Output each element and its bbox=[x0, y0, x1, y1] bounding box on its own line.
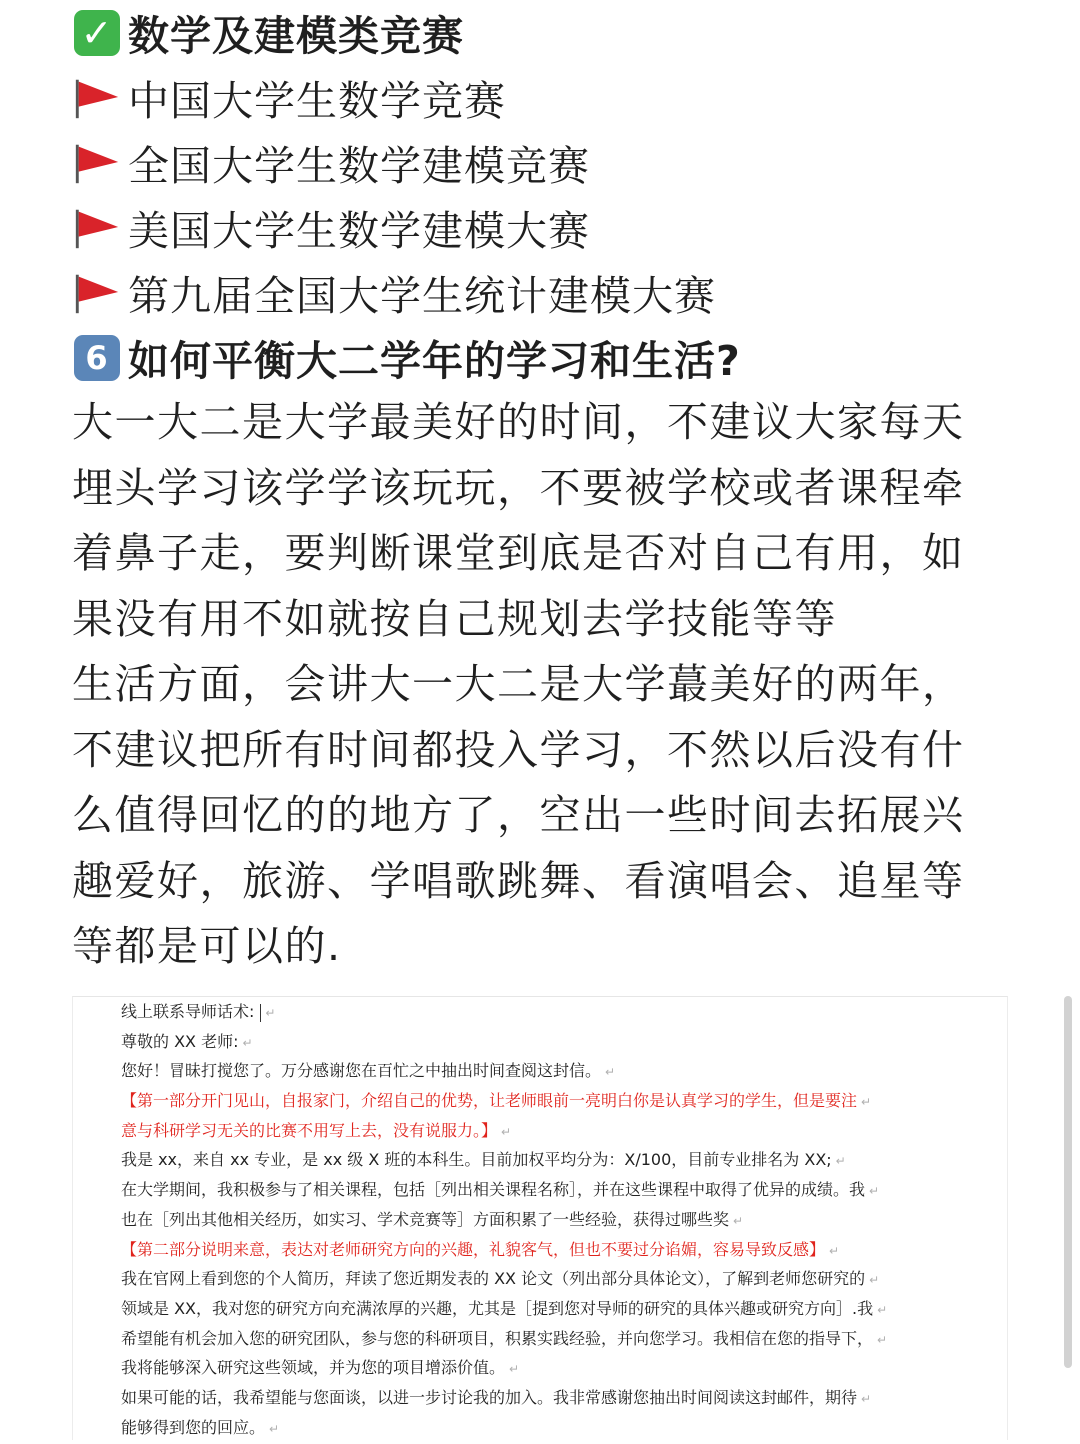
document-line bbox=[121, 1175, 921, 1205]
paragraph-mark-icon: ↵ bbox=[269, 1421, 280, 1436]
document-line-text: 我在官网上看到您的个人简历，拜读了您近期发表的 XX 论文（列出部分具体论文），了解到老师您研究的 bbox=[121, 1269, 866, 1289]
body-line: 着鼻子走，要判断课堂到底是否对自己有用，如 bbox=[72, 529, 965, 577]
body-line: 生活方面，会讲大一大二是大学蕞美好的两年， bbox=[72, 660, 965, 708]
body-line: 大一大二是大学最美好的时间，不建议大家每天 bbox=[72, 398, 965, 446]
document-line bbox=[121, 1116, 921, 1146]
note-content bbox=[72, 0, 1002, 980]
document-line-text: 【第一部分开门见山，自报家门，介绍自己的优势，让老师眼前一亮明白你是认真学习的学生，但是要注 bbox=[121, 1091, 858, 1111]
paragraph-mark-icon: ↵ bbox=[869, 1184, 880, 1199]
document-line-text: 尊敬的 XX 老师: bbox=[121, 1031, 239, 1051]
list-item-label: 中国大学生数学竞赛 bbox=[128, 77, 506, 125]
paragraph-mark-icon: ↵ bbox=[265, 1006, 276, 1020]
document-line bbox=[121, 1383, 921, 1413]
document-line bbox=[121, 1264, 921, 1294]
paragraph-mark-icon: ↵ bbox=[877, 1332, 888, 1347]
document-line-text: 我是 xx，来自 xx 专业，是 xx 级 X 班的本科生。目前加权平均分为：X/100，目前专业排名为 XX; bbox=[121, 1150, 832, 1170]
body-line: 不建议把所有时间都投入学习，不然以后没有什 bbox=[72, 725, 965, 774]
list-item bbox=[72, 260, 1002, 325]
red-flag-icon bbox=[72, 73, 122, 123]
section-math-title: 数学及建模类竞赛 bbox=[128, 12, 464, 60]
body-paragraph bbox=[72, 390, 1002, 980]
paragraph-mark-icon: ↵ bbox=[605, 1065, 616, 1080]
paragraph-mark-icon: ↵ bbox=[869, 1273, 880, 1288]
paragraph-mark-icon: ↵ bbox=[501, 1124, 512, 1139]
document-line bbox=[121, 997, 921, 1027]
document-line-text: 能够得到您的回应。 bbox=[121, 1417, 266, 1437]
keycap-six-icon: 6 bbox=[72, 333, 122, 383]
paragraph-mark-icon: ↵ bbox=[829, 1243, 840, 1258]
section6-title: 如何平衡大二学年的学习和生活? bbox=[128, 337, 741, 385]
document-line bbox=[121, 1027, 921, 1057]
document-line bbox=[121, 1294, 921, 1324]
body-line: 趣爱好，旅游、学唱歌跳舞、看演唱会、追星等 bbox=[72, 856, 965, 905]
document-line bbox=[121, 1086, 921, 1116]
document-line bbox=[121, 1235, 921, 1265]
document-line-text: 我将能够深入研究这些领域，并为您的项目增添价值。 bbox=[121, 1358, 506, 1378]
body-line: 埋头学习该学学该玩玩，不要被学校或者课程牵 bbox=[72, 463, 965, 512]
paragraph-mark-icon: ↵ bbox=[861, 1095, 872, 1110]
paragraph-mark-icon: ↵ bbox=[733, 1213, 744, 1228]
document-line bbox=[121, 1413, 921, 1443]
paragraph-mark-icon: ↵ bbox=[242, 1035, 253, 1050]
red-flag-icon bbox=[72, 268, 122, 318]
check-mark-icon: ✓ bbox=[72, 8, 122, 58]
section6-header bbox=[72, 325, 1002, 390]
document-line-text: 您好！冒昧打搅您了。万分感谢您在百忙之中抽出时间查阅这封信。 bbox=[121, 1061, 602, 1081]
document-line-text: 领域是 XX，我对您的研究方向充满浓厚的兴趣，尤其是［提到您对导师的研究的具体兴趣或研究方向］.我 bbox=[121, 1298, 874, 1318]
paragraph-mark-icon: ↵ bbox=[861, 1391, 872, 1406]
list-item bbox=[72, 65, 1002, 130]
paragraph-mark-icon: ↵ bbox=[877, 1302, 888, 1317]
body-line: 么值得回忆的的地方了，空出一些时间去拓展兴 bbox=[72, 791, 965, 839]
document-line bbox=[121, 1205, 921, 1235]
list-item bbox=[72, 130, 1002, 195]
document-line-text: 希望能有机会加入您的研究团队，参与您的科研项目，积累实践经验，并向您学习。我相信在您的指导下， bbox=[121, 1328, 874, 1348]
body-line: 果没有用不如就按自己规划去学技能等等 bbox=[72, 594, 837, 643]
document-line-text: 如果可能的话，我希望能与您面谈，以进一步讨论我的加入。我非常感谢您抽出时间阅读这封邮件，期待 bbox=[121, 1387, 858, 1407]
document-line-text: 在大学期间，我积极参与了相关课程，包括［列出相关课程名称］，并在这些课程中取得了优异的成绩。我 bbox=[121, 1180, 866, 1200]
list-item-label: 美国大学生数学建模大赛 bbox=[128, 207, 590, 255]
document-line bbox=[121, 1145, 921, 1175]
list-item-label: 第九届全国大学生统计建模大赛 bbox=[128, 272, 716, 320]
document-line-text: 【第二部分说明来意，表达对老师研究方向的兴趣，礼貌客气，但也不要过分谄媚，容易导致反感】 bbox=[121, 1239, 826, 1259]
document-line-text: 也在［列出其他相关经历，如实习、学术竞赛等］方面积累了一些经验，获得过哪些奖 bbox=[121, 1209, 730, 1229]
document-line bbox=[121, 1324, 921, 1354]
text-cursor bbox=[260, 1004, 261, 1022]
scrollbar[interactable] bbox=[1064, 996, 1072, 1368]
red-flag-icon bbox=[72, 203, 122, 253]
red-flag-icon bbox=[72, 138, 122, 188]
document-line bbox=[121, 1353, 921, 1383]
list-item bbox=[72, 195, 1002, 260]
section-math-header bbox=[72, 0, 1002, 65]
document-text bbox=[121, 997, 921, 1442]
paragraph-mark-icon: ↵ bbox=[509, 1362, 520, 1377]
body-line: 等都是可以的. bbox=[72, 922, 342, 970]
list-item-label: 全国大学生数学建模竞赛 bbox=[128, 142, 590, 190]
document-line-text: 意与科研学习无关的比赛不用写上去，没有说服力。】 bbox=[121, 1120, 498, 1140]
document-line-text: 线上联系导师话术: bbox=[121, 1002, 255, 1021]
document-line bbox=[121, 1056, 921, 1086]
document-screenshot bbox=[72, 996, 1008, 1440]
paragraph-mark-icon: ↵ bbox=[835, 1154, 846, 1169]
